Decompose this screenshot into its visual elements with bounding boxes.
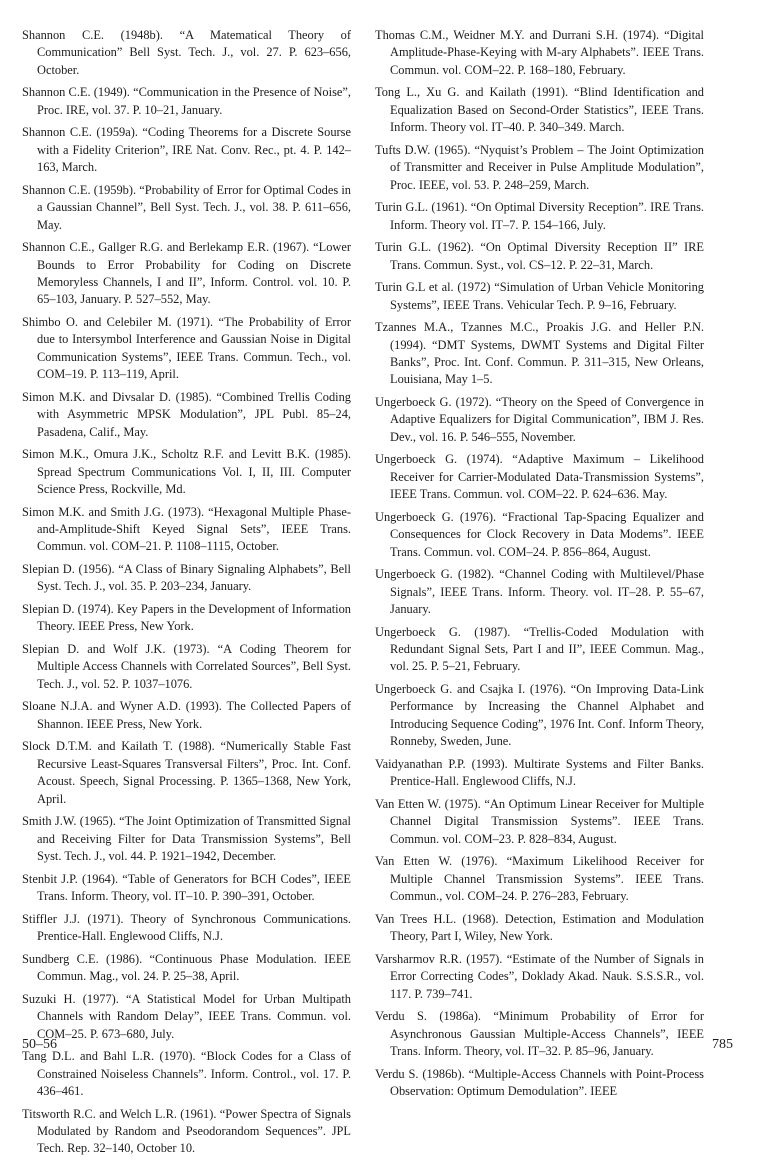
reference-entry: Shannon C.E. (1949). “Communication in the Presence of Noise”, Proc. IRE, vol. 37. P. 10–21, January. <box>22 85 351 117</box>
reference-entry: Simon M.K., Omura J.K., Scholtz R.F. and Levitt B.K. (1985). Spread Spectrum Communications Vol. I, II, III. Computer Science Press, Rockville, Md. <box>22 447 351 497</box>
reference-entry: Tang D.L. and Bahl L.R. (1970). “Block Codes for a Class of Constrained Noiseless Channels”. Inform. Control., vol. 17. P. 436–461. <box>22 1049 351 1098</box>
reference-entry: Ungerboeck G. (1987). “Trellis-Coded Modulation with Redundant Signal Sets, Part I and II”, IEEE Commun. Mag., vol. 25. P. 5–21, February. <box>375 624 704 674</box>
reference-entry: Vaidyanathan P.P. (1993). Multirate Systems and Filter Banks. Prentice-Hall. Englewood Cliffs, N.J. <box>375 756 704 789</box>
reference-entry: Tufts D.W. (1965). “Nyquist’s Problem – The Joint Optimization of Transmitter and Receiver in Pulse Amplitude Modulation”, Proc. IEEE, vol. 53. P. 248–259, March. <box>375 142 704 192</box>
reference-entry: Ungerboeck G. (1972). “Theory on the Speed of Convergence in Adaptive Equalizers for Digital Communication”, IBM J. Res. Dev., vol. 16. P. 546–555, November. <box>375 395 704 444</box>
reference-entry: Turin G.L. (1961). “On Optimal Diversity Reception”. IRE Trans. Inform. Theory vol. IT–7. P. 154–166, July. <box>375 200 704 232</box>
reference-entry: Sloane N.J.A. and Wyner A.D. (1993). The Collected Papers of Shannon. IEEE Press, New York. <box>22 699 351 731</box>
reference-entry: Stiffler J.J. (1971). Theory of Synchronous Communications. Prentice-Hall. Englewood Cliffs, N.J. <box>22 911 351 944</box>
reference-entry: Smith J.W. (1965). “The Joint Optimization of Transmitted Signal and Receiving Filter for Data Transmission Systems”, Bell Syst. Tech. J., vol. 44. P. 1921–1942, December. <box>22 814 351 864</box>
reference-list-left <box>22 27 351 1163</box>
reference-entry: Shimbo O. and Celebiler M. (1971). “The Probability of Error due to Intersymbol Interference and Gaussian Noise in Digital Communication Systems”, IEEE Trans. Commun. Tech., vol. COM–19. P. 113–119, April. <box>22 315 351 382</box>
page-number: 785 <box>712 1037 733 1052</box>
reference-entry: Shannon C.E. (1959b). “Probability of Error for Optimal Codes in a Gaussian Channel”, Bell Syst. Tech. J., vol. 38. P. 611–656, May. <box>22 182 351 232</box>
reference-entry: Ungerboeck G. (1976). “Fractional Tap-Spacing Equalizer and Consequences for Clock Recovery in Data Modems”. IEEE Trans. Commun. vol. COM–24. P. 856–864, August. <box>375 509 704 559</box>
reference-entry: Shannon C.E., Gallger R.G. and Berlekamp E.R. (1967). “Lower Bounds to Error Probability for Coding on Discrete Memoryless Channels, I and II”, Inform. Control. vol. 10. P. 65–103, January. P. 527–552, May. <box>22 240 351 307</box>
reference-entry: Ungerboeck G. (1974). “Adaptive Maximum – Likelihood Receiver for Carrier-Modulated Data-Transmission Systems”, IEEE Trans. Commun. vol. COM–22. P. 624–636. May. <box>375 452 704 502</box>
reference-entry: Varsharmov R.R. (1957). “Estimate of the Number of Signals in Error Correcting Codes”, Doklady Akad. Nauk. S.S.S.R., vol. 117. P. 739–741. <box>375 951 704 1001</box>
reference-entry: Verdu S. (1986a). “Minimum Probability of Error for Asynchronous Gaussian Multiple-Access Channels”, IEEE Trans. Inform. Theory, vol. IT–32. P. 85–96, January. <box>375 1009 704 1058</box>
reference-entry: Simon M.K. and Divsalar D. (1985). “Combined Trellis Coding with Asymmetric MPSK Modulation”, JPL Publ. 85–24, Pasadena, Calif., May. <box>22 389 351 439</box>
reference-entry: Turin G.L et al. (1972) “Simulation of Urban Vehicle Monitoring Systems”, IEEE Trans. Vehicular Tech. P. 9–16, February. <box>375 280 704 312</box>
reference-entry: Ungerboeck G. (1982). “Channel Coding with Multilevel/Phase Signals”, IEEE Trans. Inform. Theory. vol. IT–28. P. 55–67, January. <box>375 567 704 617</box>
reference-entry: Sundberg C.E. (1986). “Continuous Phase Modulation. IEEE Commun. Mag., vol. 24. P. 25–38, April. <box>22 951 351 984</box>
reference-entry: Titsworth R.C. and Welch L.R. (1961). “Power Spectra of Signals Modulated by Random and Pseodorandom Sequences”. JPL Tech. Rep. 32–140, October 10. <box>22 1106 351 1156</box>
reference-entry: Slepian D. (1956). “A Class of Binary Signaling Alphabets”, Bell Syst. Tech. J., vol. 35. P. 203–234, January. <box>22 562 351 594</box>
reference-entry: Slepian D. and Wolf J.K. (1973). “A Coding Theorem for Multiple Access Channels with Correlated Sources”, Bell Syst. Tech. J., vol. 52. P. 1037–1076. <box>22 642 351 691</box>
reference-list-right <box>375 27 704 1106</box>
reference-entry: Van Trees H.L. (1968). Detection, Estimation and Modulation Theory, Part I, Wiley, New York. <box>375 911 704 944</box>
reference-entry: Van Etten W. (1975). “An Optimum Linear Receiver for Multiple Channel Digital Transmission Systems”. IEEE Trans. Commun. vol. COM–23. P. 828–834, August. <box>375 796 704 846</box>
reference-entry: Suzuki H. (1977). “A Statistical Model for Urban Multipath Channels with Random Delay”, IEEE Trans. Commun. vol. COM–25. P. 673–680, July. <box>22 991 351 1041</box>
reference-entry: Thomas C.M., Weidner M.Y. and Durrani S.H. (1974). “Digital Amplitude-Phase-Keying with M-ary Alphabets”. IEEE Trans. Commun. vol. COM–22. P. 168–180, February. <box>375 28 704 77</box>
reference-entry: Shannon C.E. (1948b). “A Matematical Theory of Communication” Bell Syst. Tech. J., vol. 27. P. 623–656, October. <box>22 28 351 77</box>
reference-entry: Slepian D. (1974). Key Papers in the Development of Information Theory. IEEE Press, New York. <box>22 602 351 634</box>
reference-entry: Tzannes M.A., Tzannes M.C., Proakis J.G. and Heller P.N. (1994). “DMT Systems, DWMT Systems and Digital Filter Banks”, Proc. Int. Conf. Commun. P. 311–315, New Orleans, Louisiana, May 1–5. <box>375 320 704 387</box>
reference-entry: Simon M.K. and Smith J.G. (1973). “Hexagonal Multiple Phase-and-Amplitude-Shift Keyed Signal Sets”, IEEE Trans. Commun. vol. COM–21. P. 1108–1115, October. <box>22 504 351 554</box>
reference-entry: Verdu S. (1986b). “Multiple-Access Channels with Point-Process Observation: Optimum Demodulation”. IEEE <box>375 1066 704 1098</box>
reference-entry: Turin G.L. (1962). “On Optimal Diversity Reception II” IRE Trans. Commun. Syst., vol. CS–12. P. 22–31, March. <box>375 240 704 272</box>
reference-entry: Van Etten W. (1976). “Maximum Likelihood Receiver for Multiple Channel Transmission Systems”. IEEE Trans. Commun., vol. COM–24. P. 276–283, February. <box>375 854 704 904</box>
reference-entry: Ungerboeck G. and Csajka I. (1976). “On Improving Data-Link Performance by Increasing the Channel Alphabet and Introducing Sequence Coding”, 1976 Int. Conf. Inform Theory, Ronneby, Sweden, June. <box>375 682 704 749</box>
footer-code: 50–56 <box>22 1037 57 1052</box>
reference-entry: Shannon C.E. (1959a). “Coding Theorems for a Discrete Sourse with a Fidelity Criterion”, IRE Nat. Conv. Rec., pt. 4. P. 142–163, March. <box>22 125 351 175</box>
reference-entry: Stenbit J.P. (1964). “Table of Generators for BCH Codes”, IEEE Trans. Inform. Theory, vol. IT–10. P. 390–391, October. <box>22 871 351 904</box>
reference-entry: Slock D.T.M. and Kailath T. (1988). “Numerically Stable Fast Recursive Least-Squares Transversal Filters”, Proc. Int. Conf. Acoust. Speech, Signal Processing. P. 1365–1368, New York, April. <box>22 739 351 806</box>
reference-entry: Tong L., Xu G. and Kailath (1991). “Blind Identification and Equalization Based on Second-Order Statistics”, IEEE Trans. Inform. Theory vol. IT–40. P. 340–349. March. <box>375 85 704 135</box>
